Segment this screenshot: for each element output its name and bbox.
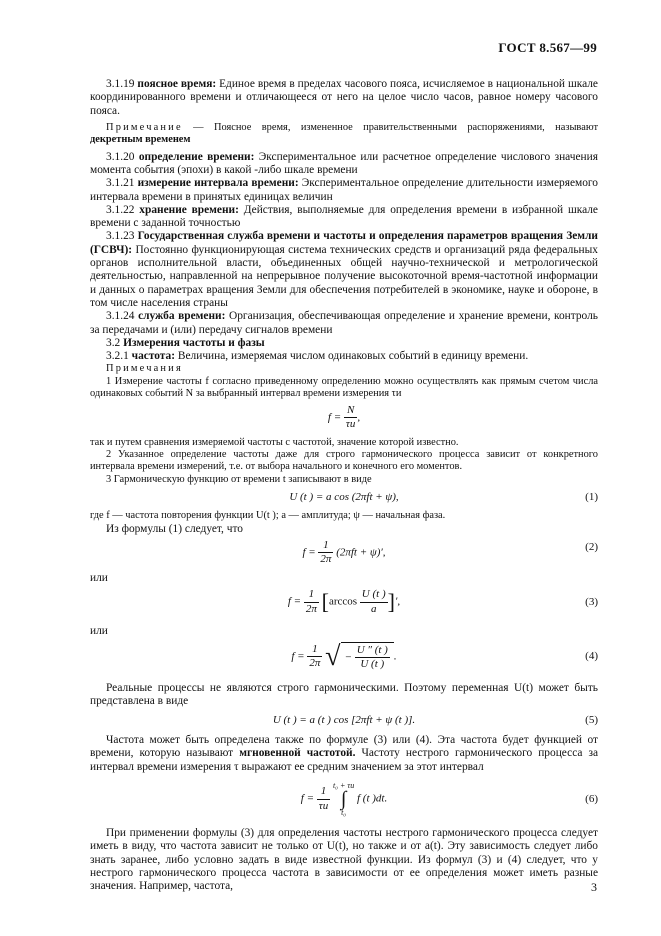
or-text-1: или — [90, 572, 108, 584]
or-text-2: или — [90, 625, 108, 638]
clause-3-1-20 — [90, 151, 598, 178]
page-number: 3 — [591, 880, 597, 894]
text-part: Частоту нестрого гармонического процесса за интервал времени измерения τ выражают ее средним значением за этот интервал — [90, 747, 599, 773]
clause-3-1-22 — [90, 204, 598, 231]
formula-number: (4) — [585, 649, 598, 662]
denominator: U (t ) — [360, 657, 385, 670]
numerator: U ″ (t ) — [355, 644, 390, 658]
standard-header: ГОСТ 8.567—99 — [498, 40, 597, 55]
fraction — [307, 643, 322, 671]
clause-number: 3.1.22 — [106, 203, 135, 216]
clause-text: Организация, обеспечивающая определение и хранение времени, контроль за передачами и (или) передачу сигналов времени — [90, 310, 598, 336]
clause-text: Действия, выполняемые для определения времени в избранной шкале времени с заданной точностью — [90, 203, 598, 230]
formula-tail: . — [393, 649, 397, 662]
right-bracket-icon: ] — [387, 589, 395, 615]
text-part: Частота может быть определена также по формуле (3) или (4). Эта частота будет функцией от времени, которую называют — [90, 734, 598, 760]
left-bracket-icon: [ — [321, 589, 329, 615]
note-3-1-19 — [90, 122, 598, 147]
formula-tail: ′, — [394, 595, 401, 608]
integrand: f (t )dt. — [356, 792, 388, 805]
page-body — [90, 78, 598, 894]
formula-4 — [90, 642, 598, 678]
sqrt-icon: √ — [325, 640, 341, 672]
clause-3-1-23 — [90, 230, 598, 310]
lower-limit: t₀ — [341, 808, 347, 818]
from-formula-1: Из формулы (1) следует, что — [106, 522, 243, 535]
formula-lhs: f = — [327, 411, 342, 423]
arccos-label: arccos — [328, 595, 358, 608]
clause-text: Постоянно функционирующая система технических средств и организаций ряда федеральных органов исполнительной власти, объединенных общей научно-технической и метрологической деятельностью, направленной на непрерывное получение высокоточной время-частотной информации и данных о параметрах вращения Земли для обеспечения потребителей в экономике, науке и обороне, в том числе населения страны — [90, 243, 598, 309]
formula-expr — [90, 642, 598, 672]
notes-label: Примечания — [106, 363, 183, 375]
formula-expr — [90, 781, 598, 817]
numerator: U (t ) — [360, 588, 388, 602]
note-1: 1 Измерение частоты f согласно приведенному определению можно осуществлять как прямым счетом числа одинаковых событий N за выбранный интервал времени измерения τи — [90, 375, 598, 400]
denominator: 2π — [309, 656, 321, 669]
clause-text: Экспериментальное определение длительности измеряемого интервала времени в принятых единицах величин — [90, 177, 598, 203]
formula-2 — [90, 539, 598, 569]
clause-number: 3.1.19 — [106, 78, 135, 90]
clause-number: 3.1.24 — [106, 310, 135, 323]
formula-rest: (2πft + ψ)′, — [336, 546, 386, 559]
note-term: декретным временем — [90, 134, 191, 146]
clause-3-1-19 — [90, 78, 598, 118]
formula-6 — [90, 777, 598, 821]
clause-number: 3.1.23 — [106, 230, 135, 243]
clause-text: Единое время в пределах часового пояса, исчисляемое в национальной шкале координированного времени и отличающееся от него на целое число часов, равное номеру часового пояса. — [90, 78, 598, 117]
clause-term: поясное время: — [137, 78, 217, 90]
term-instant-frequency: мгновенной частотой. — [239, 747, 356, 760]
denominator: 2π — [305, 602, 317, 615]
formula-lhs: f = — [291, 649, 305, 662]
integral-icon: ∫ — [340, 788, 347, 811]
clause-term: измерение интервала времени: — [137, 177, 299, 190]
real-processes-text: Реальные процессы не являются строго гармоническими. Поэтому переменная U(t) может быть представлена в виде — [90, 681, 598, 707]
numerator: 1 — [307, 643, 322, 657]
clause-3-2-1 — [90, 350, 598, 363]
sqrt-body — [341, 642, 394, 672]
formula-number: (2) — [585, 541, 598, 553]
denominator: τи — [318, 799, 329, 812]
clause-term: Государственная служба времени и частоты и определения параметров вращения Земли (ГСВЧ): — [90, 230, 598, 256]
fraction — [304, 588, 319, 616]
section-title: Измерения частоты и фазы — [123, 336, 265, 349]
clause-term: хранение времени: — [139, 203, 239, 216]
note-3: 3 Гармоническую функцию от времени t записывают в виде — [106, 473, 372, 485]
minus-sign: − — [344, 650, 352, 663]
formula-1 — [90, 489, 598, 507]
formula-5 — [90, 711, 598, 731]
clause-term: частота: — [131, 350, 176, 363]
formula-lhs: f = — [300, 792, 315, 805]
clause-number: 3.1.21 — [106, 177, 135, 190]
note-label: Примечание — [106, 121, 183, 133]
note-1-cont: так и путем сравнения измеряемой частоты с частотой, значение которой известно. — [90, 436, 459, 448]
formula-number: (5) — [585, 714, 598, 727]
freq-definition-text — [90, 734, 598, 774]
note-2: 2 Указанное определение частоты даже для строго гармонического процесса зависит от конкретного интервала времени измерений, т.е. от выбора начального и конечного его моментов. — [90, 449, 598, 473]
upper-limit: t₀ + τи — [332, 781, 355, 791]
formula-number: (1) — [585, 491, 598, 504]
formula-tail: , — [357, 411, 361, 423]
fraction-inner — [355, 644, 390, 672]
clause-3-1-24 — [90, 310, 598, 337]
section-number: 3.2 — [106, 336, 121, 349]
where-text: где f — частота повторения функции U(t ); a — амплитуда; ψ — начальная фаза. — [90, 510, 446, 522]
fraction-inner — [360, 588, 388, 616]
clause-text: Величина, измеряемая числом одинаковых событий в единицу времени. — [177, 350, 529, 363]
fraction — [344, 404, 357, 432]
note-text: — Поясное время, измененное правительственными распоряжениями, называют — [193, 121, 598, 133]
formula-number: (3) — [585, 596, 598, 609]
denominator: τи — [345, 417, 356, 430]
clause-term: определение времени: — [138, 150, 255, 163]
final-paragraph: При применении формулы (3) для определения частоты нестрого гармонического процесса следует иметь в виду, что частота зависит не только от U(t), но также и от a(t). Эту зависимость следует либо знать заранее, либо условно задать в виде известной функции. Из формул (3) и (4) следует, что у нестрого гармонического процесса частота в зависимости от ее определения может иметь разные значения. Например, частота, — [90, 827, 598, 893]
clause-term: служба времени: — [138, 310, 226, 323]
clause-number: 3.1.20 — [106, 150, 135, 163]
clause-3-1-21 — [90, 177, 598, 204]
numerator: N — [344, 404, 357, 418]
clause-text: Экспериментальное или расчетное определение числового значения момента события (эпохи) в какой -либо шкале времени — [90, 150, 598, 176]
fraction — [317, 785, 330, 813]
numerator: 1 — [318, 539, 333, 553]
integral-limits — [333, 781, 354, 817]
formula-expr — [90, 539, 598, 567]
clause-number: 3.2.1 — [106, 350, 129, 363]
fraction — [318, 539, 333, 567]
numerator: 1 — [317, 785, 330, 799]
formula-3 — [90, 588, 598, 622]
denominator: 2π — [320, 553, 332, 566]
formula-lhs: f = — [287, 595, 302, 608]
formula-lhs: f = — [302, 546, 316, 559]
section-3-2 — [90, 337, 598, 350]
formula-expr: U (t ) = a cos (2πft + ψ), — [289, 491, 399, 504]
numerator: 1 — [304, 588, 319, 602]
formula-f-count — [90, 404, 598, 434]
denominator: a — [370, 602, 377, 615]
formula-expr — [90, 588, 598, 616]
formula-number: (6) — [585, 793, 598, 806]
formula-expr — [90, 404, 598, 432]
formula-expr: U (t ) = a (t ) cos [2πft + ψ (t )]. — [272, 714, 416, 727]
